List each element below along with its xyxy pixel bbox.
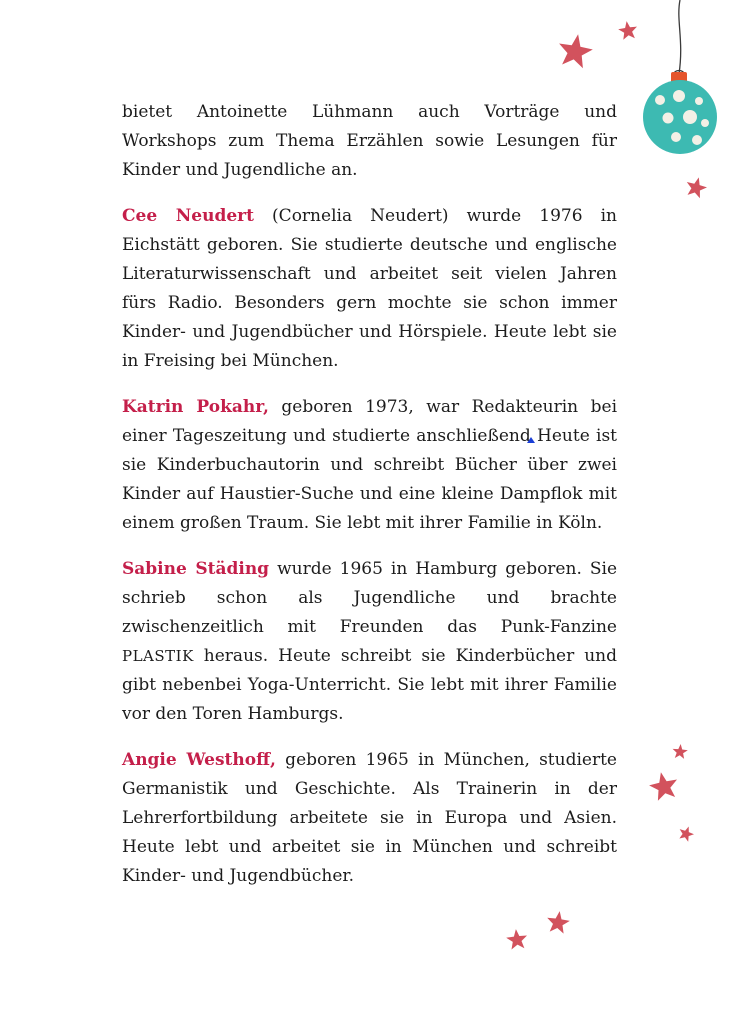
- paragraph-angie-westhoff: [122, 746, 617, 891]
- bio-text: bietet Antoinette Lühmann auch Vorträge und Workshops zum Thema Erzählen sowie Lesungen für Kinder und Jugendliche an.: [122, 102, 617, 180]
- bio-text: wurde 1965 in Hamburg geboren. Sie schrieb schon als Jugendliche und brachte zwischenzeitlich mit Freunden das Punk-Fanzine: [122, 559, 617, 637]
- author-name: Sabine Städing: [122, 559, 270, 579]
- star-icon: [559, 34, 593, 68]
- bio-text: geboren 1973, war Redakteurin bei einer Tageszeitung und studierte anschließend: [122, 397, 618, 446]
- star-icon: [649, 772, 677, 800]
- author-name: Angie Westhoff,: [122, 750, 276, 770]
- star-icon: [506, 929, 527, 949]
- star-icon: [547, 911, 570, 934]
- star-icon: [618, 21, 637, 40]
- fanzine-title: PLASTIK: [122, 647, 194, 665]
- paragraph-katrin-pokahr: [122, 393, 617, 538]
- star-icon: [679, 827, 694, 842]
- bio-text: heraus. Heute schreibt sie Kinderbücher und gibt nebenbei Yoga-Unterricht. Sie lebt mit ihrer Familie vor den Toren Hamburgs.: [122, 646, 617, 724]
- bio-text: geboren 1965 in München, studierte Germanistik und Geschichte. Als Trainerin in der Lehrerfortbildung arbeitete sie in Europa und Asien. Heute lebt und arbeitet sie in München und schreibt Kinder- und Jugendbücher.: [122, 750, 617, 886]
- bio-text: (Cornelia Neudert) wurde 1976 in Eichstätt geboren. Sie studierte deutsche und englische Literaturwissenschaft und arbeitet seit vielen Jahren fürs Radio. Besonders gern mochte sie schon immer Kinder- und Jugendbücher und Hörspiele. Heute lebt sie in Freising bei München.: [122, 206, 617, 371]
- author-bios: [122, 98, 617, 908]
- paragraph-cee-neudert: [122, 202, 617, 376]
- text-cursor-caret: [527, 437, 535, 443]
- paragraph-antoinette-luehmann: [122, 98, 617, 185]
- star-icon: [687, 177, 707, 198]
- author-name: Cee Neudert: [122, 206, 254, 226]
- paragraph-sabine-staeding: [122, 555, 617, 729]
- christmas-bauble-icon: [643, 0, 717, 154]
- star-icon: [673, 744, 688, 759]
- bio-text: Heute ist sie Kinderbuchautorin und schreibt Bücher über zwei Kinder auf Haustier-Suche und eine kleine Dampflok mit einem großen Traum. Sie lebt mit ihrer Familie in Köln.: [122, 426, 618, 533]
- author-name: Katrin Pokahr,: [122, 397, 269, 417]
